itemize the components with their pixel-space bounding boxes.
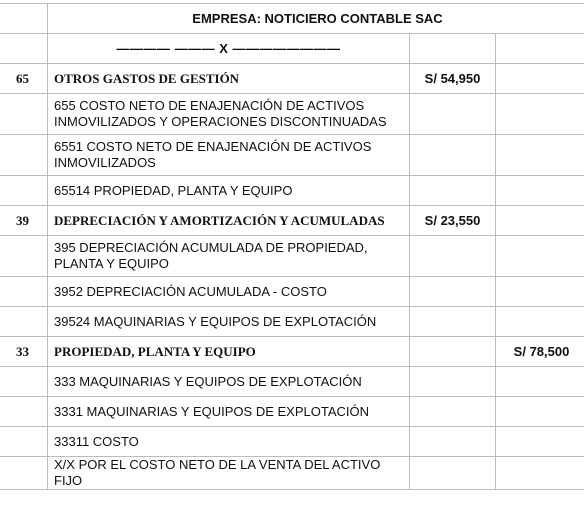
- credit-amount: S/ 78,500: [496, 337, 584, 367]
- table-row: [0, 457, 584, 490]
- credit-amount: [496, 427, 584, 457]
- account-code: 39: [0, 206, 48, 236]
- table-row: [0, 277, 584, 307]
- debit-amount: [410, 397, 496, 427]
- credit-amount: [496, 206, 584, 236]
- empty-cell: [410, 34, 496, 64]
- debit-amount: [410, 427, 496, 457]
- account-code: [0, 236, 48, 277]
- debit-amount: [410, 367, 496, 397]
- account-name: X/X POR EL COSTO NETO DE LA VENTA DEL ACTIVO FIJO: [48, 457, 410, 490]
- debit-amount: [410, 337, 496, 367]
- credit-amount: [496, 176, 584, 206]
- table-row: [0, 307, 584, 337]
- credit-amount: [496, 397, 584, 427]
- account-code: 65: [0, 64, 48, 94]
- company-title: EMPRESA: NOTICIERO CONTABLE SAC: [48, 4, 584, 34]
- separator-row: [0, 34, 584, 64]
- account-code: 33: [0, 337, 48, 367]
- credit-amount: [496, 367, 584, 397]
- account-name: 3331 MAQUINARIAS Y EQUIPOS DE EXPLOTACIÓN: [48, 397, 410, 427]
- table-row: [0, 64, 584, 94]
- table-row: [0, 176, 584, 206]
- journal-entry-table: [0, 3, 584, 490]
- account-code: [0, 397, 48, 427]
- account-name: OTROS GASTOS DE GESTIÓN: [48, 64, 410, 94]
- account-name: PROPIEDAD, PLANTA Y EQUIPO: [48, 337, 410, 367]
- debit-amount: [410, 236, 496, 277]
- account-name: 3952 DEPRECIACIÓN ACUMULADA - COSTO: [48, 277, 410, 307]
- account-code: [0, 367, 48, 397]
- table-row: [0, 135, 584, 176]
- table-row: [0, 427, 584, 457]
- account-name: DEPRECIACIÓN Y AMORTIZACIÓN Y ACUMULADAS: [48, 206, 410, 236]
- debit-amount: [410, 176, 496, 206]
- empty-cell: [496, 34, 584, 64]
- account-name: 333 MAQUINARIAS Y EQUIPOS DE EXPLOTACIÓN: [48, 367, 410, 397]
- account-name: 33311 COSTO: [48, 427, 410, 457]
- account-code: [0, 94, 48, 135]
- debit-amount: [410, 277, 496, 307]
- table-row: [0, 337, 584, 367]
- account-code: [0, 427, 48, 457]
- empty-cell: [0, 34, 48, 64]
- debit-amount: S/ 23,550: [410, 206, 496, 236]
- account-name: 65514 PROPIEDAD, PLANTA Y EQUIPO: [48, 176, 410, 206]
- credit-amount: [496, 277, 584, 307]
- account-code: [0, 176, 48, 206]
- table-row: [0, 206, 584, 236]
- table-row: [0, 397, 584, 427]
- debit-amount: [410, 135, 496, 176]
- debit-amount: S/ 54,950: [410, 64, 496, 94]
- debit-amount: [410, 307, 496, 337]
- account-name: 655 COSTO NETO DE ENAJENACIÓN DE ACTIVOS INMOVILIZADOS Y OPERACIONES DISCONTINUADAS: [48, 94, 410, 135]
- debit-amount: [410, 94, 496, 135]
- account-code: [0, 307, 48, 337]
- credit-amount: [496, 457, 584, 490]
- account-name: 395 DEPRECIACIÓN ACUMULADA DE PROPIEDAD, PLANTA Y EQUIPO: [48, 236, 410, 277]
- table-row: [0, 367, 584, 397]
- debit-amount: [410, 457, 496, 490]
- table-row: [0, 236, 584, 277]
- credit-amount: [496, 307, 584, 337]
- entry-separator: ———— ——— X ————————: [48, 34, 410, 64]
- account-code: [0, 277, 48, 307]
- account-name: 39524 MAQUINARIAS Y EQUIPOS DE EXPLOTACIÓN: [48, 307, 410, 337]
- account-code: [0, 457, 48, 490]
- credit-amount: [496, 135, 584, 176]
- account-code: [0, 135, 48, 176]
- account-name: 6551 COSTO NETO DE ENAJENACIÓN DE ACTIVOS INMOVILIZADOS: [48, 135, 410, 176]
- credit-amount: [496, 94, 584, 135]
- credit-amount: [496, 64, 584, 94]
- empty-cell: [0, 4, 48, 34]
- table-row: [0, 94, 584, 135]
- credit-amount: [496, 236, 584, 277]
- company-header-row: [0, 4, 584, 34]
